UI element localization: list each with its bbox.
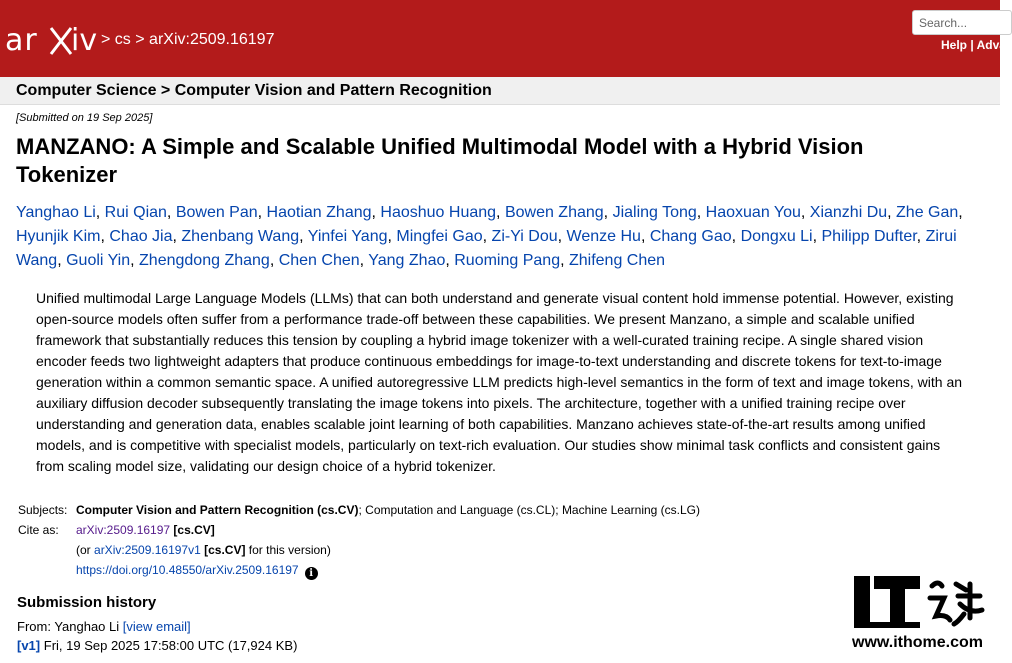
- doi-link[interactable]: https://doi.org/10.48550/arXiv.2509.16197: [76, 563, 299, 577]
- version-v1-text: Fri, 19 Sep 2025 17:58:00 UTC (17,924 KB): [43, 638, 298, 653]
- submission-date: [Submitted on 19 Sep 2025]: [16, 112, 153, 124]
- breadcrumb-item-cs[interactable]: cs: [114, 31, 131, 48]
- other-subjects: ; Computation and Language (cs.CL); Machine Learning (cs.LG): [358, 503, 701, 517]
- author-link[interactable]: Chang Gao: [649, 228, 732, 245]
- author-separator: ,: [916, 228, 926, 245]
- abstract: Unified multimodal Large Language Models (LLMs) that can both understand and generate visual content hold immense potential. However, existing open-source models often suffer from a performance trade-off between these capabilities. We present Manzano, a simple and scalable unified framework that substantially reduces this tension by coupling a hybrid image tokenizer with a well-curated training recipe. A single shared vision encoder feeds two lightweight adapters that produce continuous embeddings for image-to-text understanding and discrete tokens for text-to-image generation within a common semantic space. A unified autoregressive LLM predicts high-level semantics in the form of text and image tokens, with an auxiliary diffusion decoder subsequently translating the image tokens into pixels. The architecture, together with a unified training recipe over understanding and generation data, enables scalable joint learning of both capabilities. Manzano achieves state-of-the-art results among unified models, and is competitive with specialist models, particularly on text-rich evaluation. Our studies show minimal task conflicts and consistent gains from scaling model size, validating our design choice of a hybrid tokenizer.: [36, 290, 963, 474]
- author-link[interactable]: Haoxuan You: [705, 204, 801, 221]
- author-separator: ,: [496, 204, 505, 221]
- author-separator: ,: [172, 228, 182, 245]
- cite-version-suffix: for this version): [248, 543, 331, 557]
- author-separator: ,: [57, 252, 67, 269]
- author-link[interactable]: Guoli Yin: [66, 252, 131, 269]
- svg-text:ar: ar: [5, 23, 38, 58]
- cite-label: Cite as:: [18, 523, 59, 537]
- author-link[interactable]: Bowen Zhang: [504, 204, 604, 221]
- cite-category: [cs.CV]: [173, 523, 215, 537]
- header-links: [941, 38, 1006, 52]
- svg-text:iv: iv: [71, 23, 98, 58]
- author-link[interactable]: Zhe Gan: [896, 204, 959, 221]
- author-separator: ,: [731, 228, 741, 245]
- author-link[interactable]: Zhengdong Zhang: [139, 252, 270, 269]
- version-entry: [17, 638, 297, 653]
- ithome-watermark-url: www.ithome.com: [852, 634, 983, 651]
- author-link[interactable]: Zirui Wang: [16, 228, 957, 269]
- author-separator: ,: [387, 228, 397, 245]
- author-separator: ,: [958, 204, 963, 221]
- author-link[interactable]: Yang Zhao: [368, 252, 446, 269]
- site-header: [0, 0, 1006, 77]
- author-link[interactable]: Chao Jia: [109, 228, 173, 245]
- author-link[interactable]: Jialing Tong: [612, 204, 697, 221]
- cite-version-category: [cs.CV]: [204, 543, 246, 557]
- view-email-link[interactable]: [view email]: [122, 619, 191, 634]
- author-separator: ,: [359, 252, 369, 269]
- author-separator: ,: [100, 228, 110, 245]
- author-link[interactable]: Yanghao Li: [16, 204, 96, 221]
- author-link[interactable]: Ruoming Pang: [454, 252, 561, 269]
- author-separator: ,: [696, 204, 706, 221]
- info-icon[interactable]: i: [305, 567, 318, 580]
- version-v1-link[interactable]: [v1]: [17, 638, 41, 653]
- author-separator: ,: [560, 252, 569, 269]
- author-link[interactable]: Wenze Hu: [566, 228, 641, 245]
- subjects-label: Subjects:: [18, 503, 68, 517]
- author-separator: ,: [166, 204, 176, 221]
- breadcrumb: [101, 31, 274, 49]
- author-separator: ,: [640, 228, 650, 245]
- subject-bar: [0, 77, 1000, 105]
- author-link[interactable]: Haotian Zhang: [266, 204, 372, 221]
- author-separator: ,: [557, 228, 567, 245]
- advanced-search-link[interactable]: Adva: [976, 38, 1006, 52]
- author-separator: ,: [812, 228, 822, 245]
- author-link[interactable]: Zi-Yi Dou: [491, 228, 558, 245]
- help-link[interactable]: Help: [941, 38, 968, 52]
- cite-version-link[interactable]: arXiv:2509.16197v1: [94, 543, 201, 557]
- author-link[interactable]: Xianzhi Du: [809, 204, 888, 221]
- ithome-watermark-logo: [852, 574, 987, 630]
- author-separator: ,: [887, 204, 897, 221]
- author-separator: ,: [299, 228, 308, 245]
- primary-subject: Computer Vision and Pattern Recognition (cs.CV): [76, 503, 359, 517]
- author-separator: ,: [130, 252, 140, 269]
- submitter: From: Yanghao Li: [17, 619, 120, 634]
- author-separator: ,: [371, 204, 381, 221]
- author-list: [16, 201, 976, 273]
- author-link[interactable]: Yinfei Yang: [307, 228, 388, 245]
- author-link[interactable]: Dongxu Li: [740, 228, 813, 245]
- subjects-value: [76, 500, 700, 520]
- subject-breadcrumb: Computer Science > Computer Vision and Pattern Recognition: [16, 82, 492, 99]
- author-link[interactable]: Philipp Dufter: [821, 228, 917, 245]
- author-link[interactable]: Hyunjik Kim: [16, 228, 101, 245]
- search-input[interactable]: [912, 10, 1012, 35]
- breadcrumb-item-paper-id: arXiv:2509.16197: [149, 31, 275, 48]
- submission-from: [17, 619, 191, 634]
- author-separator: ,: [95, 204, 105, 221]
- cite-id-link[interactable]: arXiv:2509.16197: [76, 523, 171, 537]
- author-separator: ,: [445, 252, 455, 269]
- paper-title: MANZANO: A Simple and Scalable Unified Multimodal Model with a Hybrid Vision Tokenizer: [16, 134, 864, 187]
- author-separator: ,: [603, 204, 613, 221]
- author-link[interactable]: Zhenbang Wang: [181, 228, 300, 245]
- cite-or-prefix: (or: [76, 543, 91, 557]
- author-link[interactable]: Chen Chen: [278, 252, 360, 269]
- arxiv-logo[interactable]: [5, 20, 97, 60]
- link-divider: |: [970, 38, 974, 52]
- submission-history-title: Submission history: [17, 594, 157, 611]
- author-link[interactable]: Zhifeng Chen: [568, 252, 666, 269]
- author-separator: ,: [269, 252, 279, 269]
- breadcrumb-sep: >: [135, 31, 145, 48]
- author-separator: ,: [482, 228, 492, 245]
- author-link[interactable]: Bowen Pan: [175, 204, 258, 221]
- breadcrumb-sep: >: [101, 31, 111, 48]
- author-link[interactable]: Mingfei Gao: [396, 228, 483, 245]
- author-separator: ,: [800, 204, 810, 221]
- author-link[interactable]: Haoshuo Huang: [380, 204, 497, 221]
- author-link[interactable]: Rui Qian: [104, 204, 167, 221]
- author-separator: ,: [257, 204, 267, 221]
